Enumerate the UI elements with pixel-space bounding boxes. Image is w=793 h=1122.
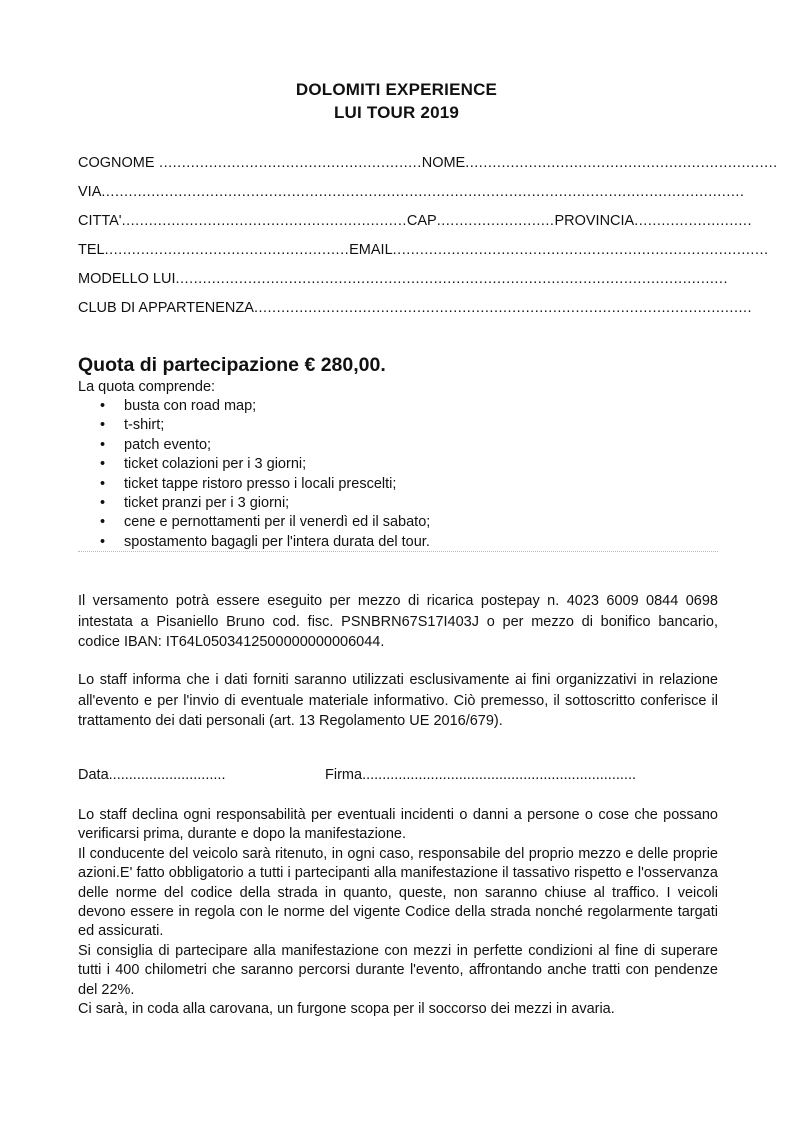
quota-title: Quota di partecipazione € 280,00. [78,354,386,376]
list-item: • busta con road map; [78,397,430,416]
bullet-icon: • [100,475,106,492]
list-item: • ticket pranzi per i 3 giorni; [78,494,430,513]
disclaimer-paragraph: Ci sarà, in coda alla carovana, un furgone scopa per il soccorso dei mezzi in avaria. [78,1001,615,1018]
bullet-icon: • [100,436,106,453]
disclaimer-section [78,806,718,1019]
modello-field[interactable]: .......................................................................................................................... [175,271,728,287]
disclaimer-paragraph: Si consiglia di partecipare alla manifestazione con mezzi in perfette condizioni al fine di superare tutti i 400 chilometri che saranno percorsi durante l'evento, affrontando anche tratti con pendenze del 22%. [78,942,718,998]
nome-label: NOME [421,155,466,171]
list-item: • ticket colazioni per i 3 giorni; [78,455,430,474]
via-field[interactable]: .............................................................................................................................................. [101,184,745,200]
disclaimer-paragraph: Il conducente del veicolo sarà ritenuto, in ogni caso, responsabile del proprio mezzo e delle proprie azioni.E' fatto obbligatorio a tutti i partecipanti alla manifestazione il tassativo rispetto e l'osservanza delle norme del codice della strada in quanto, queste, non saranno chiuse al traffico. I veicoli devono essere in regola con le norme del vigente Codice della strada nonché regolarmente targati ed assicurati. [78,845,718,940]
privacy-paragraph: Lo staff informa che i dati forniti saranno utilizzati esclusivamente ai fini organizzativi in relazione all'evento e per l'invio di eventuale materiale informativo. Ciò premesso, il sottoscritto conferisce il trattamento dei dati personali (art. 13 Regolamento UE 2016/679). [78,672,718,729]
disclaimer-paragraph: Lo staff declina ogni responsabilità per eventuali incidenti o danni a persone o cose che possano verificarsi prima, durante e dopo la manifestazione. [78,807,718,843]
bullet-icon: • [100,417,106,434]
bullet-icon: • [100,456,106,473]
bullet-icon: • [100,514,106,531]
form-row-name [78,155,778,175]
provincia-label: PROVINCIA [554,213,635,229]
form-row-city [78,213,752,233]
provincia-field[interactable]: .......................... [634,213,752,229]
list-item: • spostamento bagagli per l'intera durata del tour. [78,533,430,552]
title-line-2: LUI TOUR 2019 [333,103,460,122]
date-signature-field [78,767,225,783]
citta-label: CITTA' [78,213,122,229]
cap-field[interactable]: .......................... [436,213,555,229]
quota-intro: La quota comprende: [78,379,216,395]
firma-label: Firma [325,767,363,783]
bullet-icon: • [100,398,106,414]
modello-label: MODELLO LUI [78,271,176,287]
cognome-field[interactable]: .......................................................... [154,155,422,171]
tel-label: TEL [78,242,105,258]
club-field[interactable]: .............................................................................................................. [253,300,753,316]
cap-label: CAP [406,213,437,229]
citta-field[interactable]: ............................................................... [121,213,407,229]
tel-field[interactable]: ...................................................... [104,242,350,258]
email-label: EMAIL [349,242,393,258]
list-item: • patch evento; [78,436,430,455]
nome-field[interactable]: ..................................................................... [465,155,778,171]
divider [78,551,718,552]
bullet-icon: • [100,494,106,511]
included-items-list [78,397,430,552]
data-label: Data [78,767,109,783]
form-row-club [78,300,753,320]
list-item: • t-shirt; [78,416,430,435]
list-item: • cene e pernottamenti per il venerdì ed il sabato; [78,513,430,532]
list-item: • ticket tappe ristoro presso i locali prescelti; [78,475,430,494]
date-field[interactable]: ............................. [108,767,226,783]
form-row-via [78,184,745,204]
via-label: VIA [78,184,102,200]
cognome-label: COGNOME [78,155,155,171]
signature-field[interactable]: .................................................................... [362,767,637,783]
bullet-icon: • [100,533,106,550]
form-row-modello [78,271,728,291]
firma-signature-field [325,767,636,783]
form-row-contacts [78,242,769,262]
title-line-1: DOLOMITI EXPERIENCE [295,80,498,99]
payment-paragraph: Il versamento potrà essere eseguito per mezzo di ricarica postepay n. 4023 6009 0844 0698 intestata a Pisaniello Bruno cod. fisc. PSNBRN67S17I403J o per mezzo di bonifico bancario, codice IBAN: IT64L0503412500000000006044. [78,593,718,650]
email-field[interactable]: ................................................................................... [392,242,769,258]
club-label: CLUB DI APPARTENENZA [78,300,254,316]
